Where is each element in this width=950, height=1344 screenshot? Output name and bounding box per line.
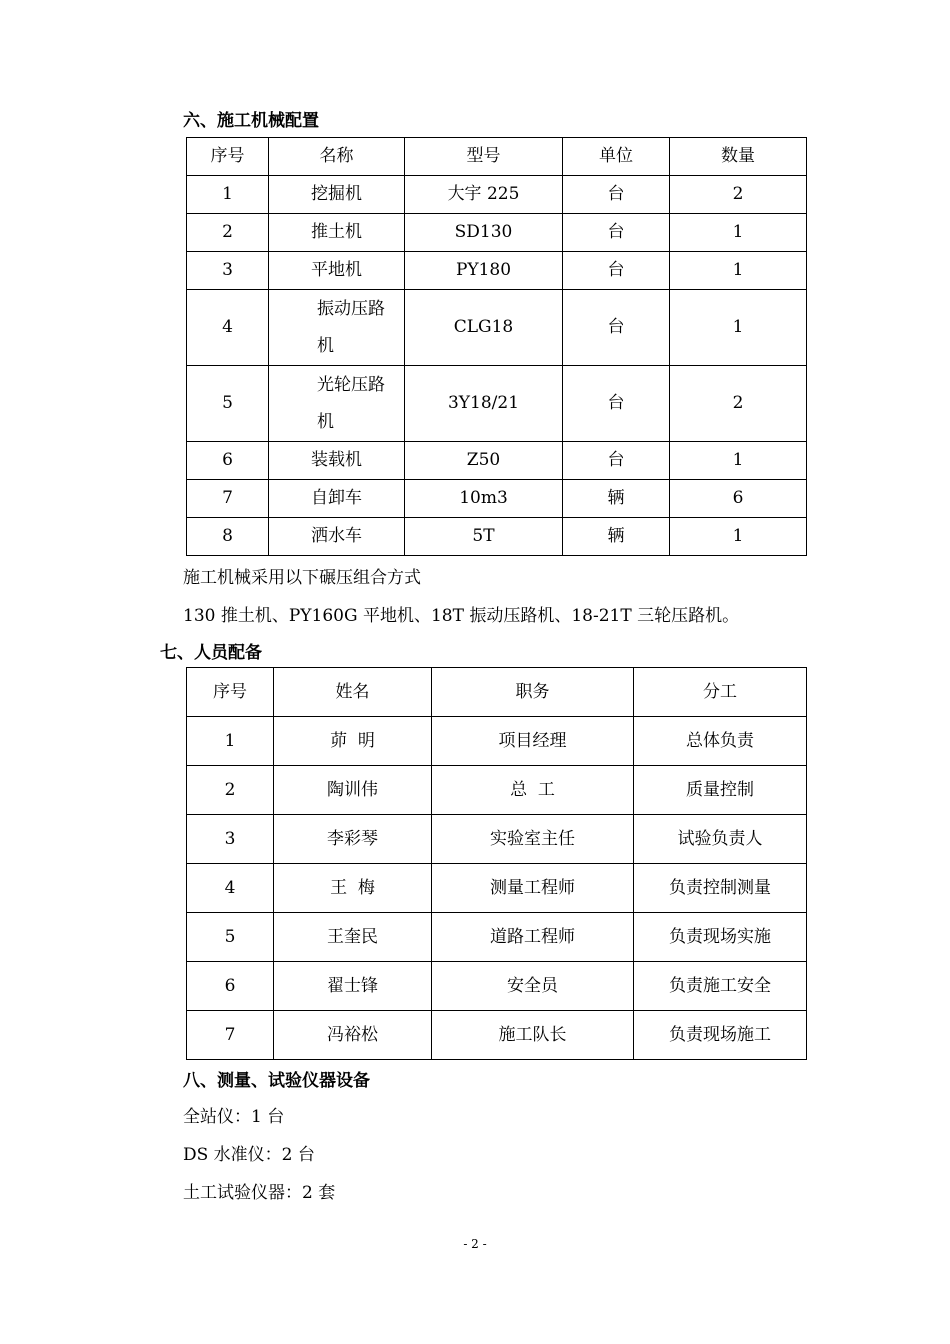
table-cell: 项目经理 bbox=[432, 717, 634, 766]
table-cell: 王 梅 bbox=[274, 864, 432, 913]
section8-heading: 八、测量、试验仪器设备 bbox=[183, 1071, 370, 1091]
table-row bbox=[187, 518, 807, 556]
equipment-item: 土工试验仪器：2 套 bbox=[183, 1183, 336, 1203]
header-cell: 分工 bbox=[634, 668, 807, 717]
table-cell: SD130 bbox=[405, 214, 563, 252]
table-cell: 5T bbox=[405, 518, 563, 556]
table-row bbox=[187, 864, 807, 913]
table-cell: Z50 bbox=[405, 442, 563, 480]
table-cell: 1 bbox=[670, 290, 807, 366]
table-cell: 质量控制 bbox=[634, 766, 807, 815]
table-cell: 挖掘机 bbox=[269, 176, 405, 214]
table-cell: 道路工程师 bbox=[432, 913, 634, 962]
table-cell: 实验室主任 bbox=[432, 815, 634, 864]
section6-heading: 六、施工机械配置 bbox=[183, 111, 319, 131]
table-cell: 茆 明 bbox=[274, 717, 432, 766]
table-cell: 6 bbox=[187, 442, 269, 480]
table-cell: 总 工 bbox=[432, 766, 634, 815]
table-cell: 3Y18/21 bbox=[405, 366, 563, 442]
table-cell: 2 bbox=[187, 214, 269, 252]
table-cell: 台 bbox=[563, 252, 670, 290]
table-cell: 台 bbox=[563, 442, 670, 480]
table-cell: 7 bbox=[187, 480, 269, 518]
table-cell: 2 bbox=[670, 366, 807, 442]
table-row bbox=[187, 176, 807, 214]
table-cell: 测量工程师 bbox=[432, 864, 634, 913]
table-cell: 推土机 bbox=[269, 214, 405, 252]
table-cell: 7 bbox=[187, 1011, 274, 1060]
table-cell: 2 bbox=[670, 176, 807, 214]
equipment-item: DS 水准仪：2 台 bbox=[183, 1145, 315, 1165]
table-row bbox=[187, 717, 807, 766]
table-cell: 装载机 bbox=[269, 442, 405, 480]
table-row bbox=[187, 214, 807, 252]
table-cell: 1 bbox=[670, 518, 807, 556]
header-cell: 名称 bbox=[269, 138, 405, 176]
table-cell: 负责现场实施 bbox=[634, 913, 807, 962]
personnel-table bbox=[186, 667, 807, 1060]
header-cell: 序号 bbox=[187, 138, 269, 176]
table-cell: 1 bbox=[670, 442, 807, 480]
table-cell: 大宇 225 bbox=[405, 176, 563, 214]
table-cell: 1 bbox=[187, 176, 269, 214]
table-cell: 8 bbox=[187, 518, 269, 556]
table-cell: 3 bbox=[187, 815, 274, 864]
table-cell: 台 bbox=[563, 214, 670, 252]
table-row bbox=[187, 962, 807, 1011]
header-cell: 数量 bbox=[670, 138, 807, 176]
section7-heading: 七、人员配备 bbox=[160, 643, 262, 663]
machinery-combination: 130 推土机、PY160G 平地机、18T 振动压路机、18-21T 三轮压路机。 bbox=[183, 606, 740, 626]
table-cell: 10m3 bbox=[405, 480, 563, 518]
table-cell: 负责现场施工 bbox=[634, 1011, 807, 1060]
header-cell: 职务 bbox=[432, 668, 634, 717]
table-row bbox=[187, 815, 807, 864]
header-cell: 姓名 bbox=[274, 668, 432, 717]
table-cell: 6 bbox=[670, 480, 807, 518]
table-row bbox=[187, 913, 807, 962]
table-cell: 1 bbox=[670, 214, 807, 252]
table-cell: PY180 bbox=[405, 252, 563, 290]
header-cell: 型号 bbox=[405, 138, 563, 176]
table-cell: CLG18 bbox=[405, 290, 563, 366]
table-row bbox=[187, 290, 807, 366]
table-cell: 辆 bbox=[563, 518, 670, 556]
table-cell: 安全员 bbox=[432, 962, 634, 1011]
table-cell: 王奎民 bbox=[274, 913, 432, 962]
table-cell: 台 bbox=[563, 366, 670, 442]
table-cell: 负责控制测量 bbox=[634, 864, 807, 913]
table-header-row bbox=[187, 138, 807, 176]
page-number: - 2 - bbox=[463, 1237, 487, 1251]
table-cell: 6 bbox=[187, 962, 274, 1011]
table-row bbox=[187, 366, 807, 442]
table-cell: 5 bbox=[187, 366, 269, 442]
table-cell: 4 bbox=[187, 290, 269, 366]
table-cell: 台 bbox=[563, 176, 670, 214]
table-cell: 4 bbox=[187, 864, 274, 913]
table-header-row bbox=[187, 668, 807, 717]
table-cell: 5 bbox=[187, 913, 274, 962]
table-cell: 试验负责人 bbox=[634, 815, 807, 864]
table-cell: 总体负责 bbox=[634, 717, 807, 766]
table-cell: 负责施工安全 bbox=[634, 962, 807, 1011]
table-row bbox=[187, 1011, 807, 1060]
machinery-table bbox=[186, 137, 807, 556]
table-row bbox=[187, 442, 807, 480]
table-cell: 自卸车 bbox=[269, 480, 405, 518]
table-cell: 洒水车 bbox=[269, 518, 405, 556]
table-cell: 1 bbox=[670, 252, 807, 290]
table-cell: 平地机 bbox=[269, 252, 405, 290]
table-cell: 辆 bbox=[563, 480, 670, 518]
table-cell: 2 bbox=[187, 766, 274, 815]
machinery-note: 施工机械采用以下碾压组合方式 bbox=[183, 568, 421, 588]
equipment-item: 全站仪：1 台 bbox=[183, 1107, 285, 1127]
table-cell: 台 bbox=[563, 290, 670, 366]
header-cell: 单位 bbox=[563, 138, 670, 176]
table-row bbox=[187, 480, 807, 518]
table-row bbox=[187, 766, 807, 815]
table-cell: 3 bbox=[187, 252, 269, 290]
table-cell: 陶训伟 bbox=[274, 766, 432, 815]
table-cell: 李彩琴 bbox=[274, 815, 432, 864]
table-cell: 1 bbox=[187, 717, 274, 766]
table-cell: 光轮压路机 bbox=[269, 366, 405, 442]
table-cell: 翟士锋 bbox=[274, 962, 432, 1011]
table-row bbox=[187, 252, 807, 290]
table-cell: 振动压路机 bbox=[269, 290, 405, 366]
table-cell: 施工队长 bbox=[432, 1011, 634, 1060]
table-cell: 冯裕松 bbox=[274, 1011, 432, 1060]
header-cell: 序号 bbox=[187, 668, 274, 717]
